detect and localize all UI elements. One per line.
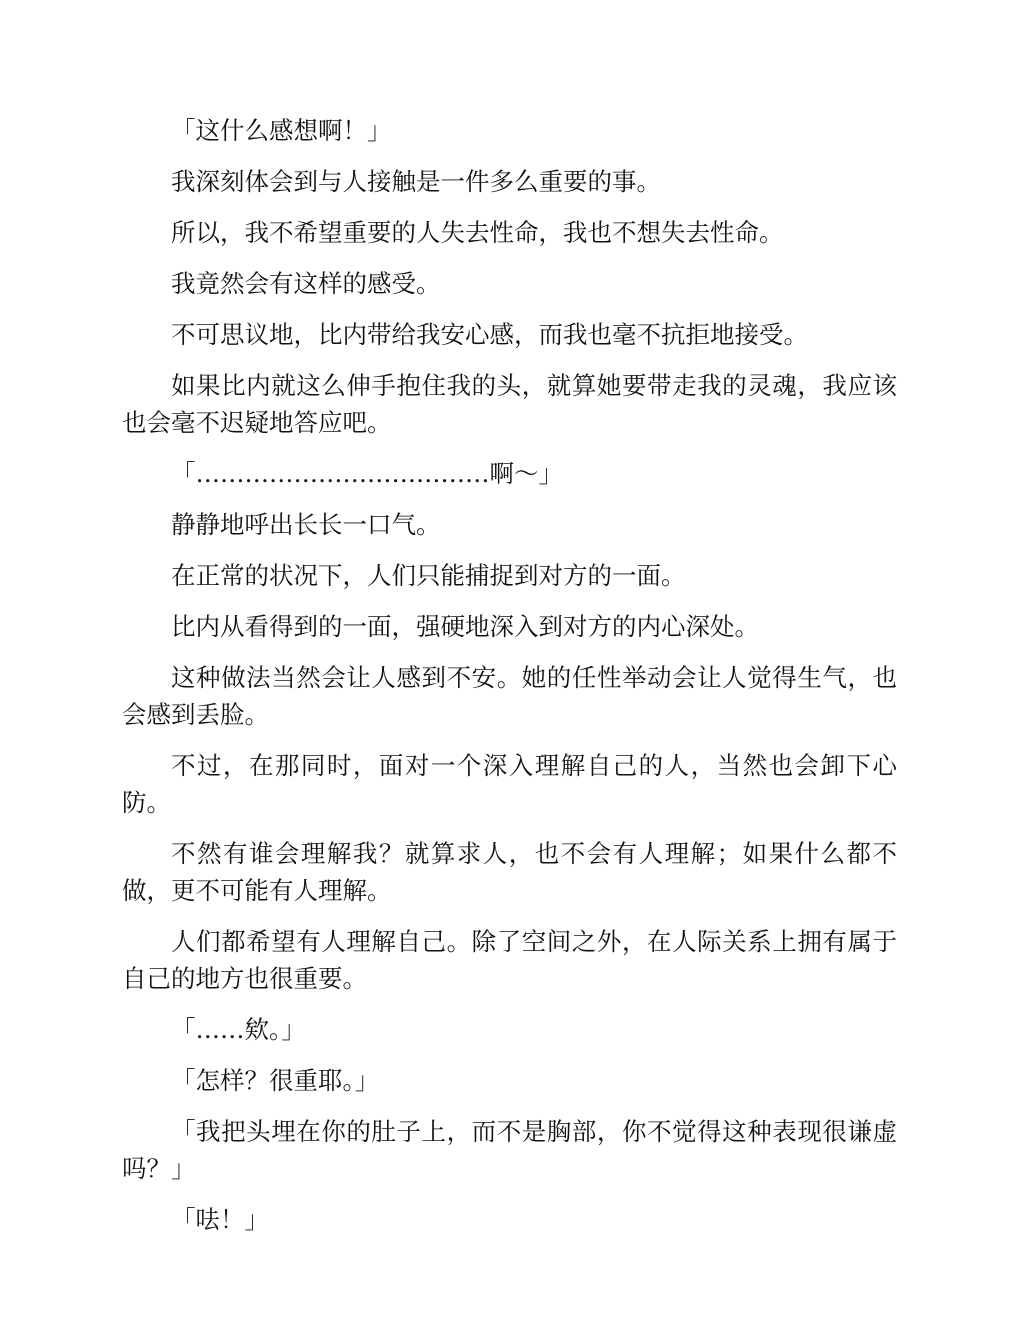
paragraph: 我竟然会有这样的感受。 xyxy=(171,269,441,298)
paragraph: 「我把头埋在你的肚子上，而不是胸部，你不觉得这种表现很谦虚吗？」 xyxy=(122,1117,897,1183)
paragraph: 所以，我不希望重要的人失去性命，我也不想失去性命。 xyxy=(171,218,784,247)
paragraph: 如果比内就这么伸手抱住我的头，就算她要带走我的灵魂，我应该也会毫不迟疑地答应吧。 xyxy=(122,371,897,437)
paragraph: 「这什么感想啊！」 xyxy=(171,116,392,145)
paragraph: 静静地呼出长长一口气。 xyxy=(171,510,441,539)
paragraph: 我深刻体会到与人接触是一件多么重要的事。 xyxy=(171,167,661,196)
paragraph: 不可思议地，比内带给我安心感，而我也毫不抗拒地接受。 xyxy=(171,320,808,349)
paragraph: 「怎样？很重耶。」 xyxy=(171,1066,380,1095)
paragraph: 「呿！」 xyxy=(171,1205,269,1234)
paragraph: 人们都希望有人理解自己。除了空间之外，在人际关系上拥有属于自己的地方也很重要。 xyxy=(122,927,897,993)
text-body xyxy=(122,112,897,1252)
paragraph: 这种做法当然会让人感到不安。她的任性举动会让人觉得生气，也会感到丢脸。 xyxy=(122,663,897,729)
paragraph: 「……欸。」 xyxy=(171,1015,306,1044)
paragraph: 在正常的状况下，人们只能捕捉到对方的一面。 xyxy=(171,561,686,590)
paragraph: 比内从看得到的一面，强硬地深入到对方的内心深处。 xyxy=(171,612,759,641)
paragraph: 不然有谁会理解我？就算求人，也不会有人理解；如果什么都不做，更不可能有人理解。 xyxy=(122,839,897,905)
paragraph: 不过，在那同时，面对一个深入理解自己的人，当然也会卸下心防。 xyxy=(122,751,897,817)
paragraph: 「………………………………啊～」 xyxy=(171,459,563,488)
